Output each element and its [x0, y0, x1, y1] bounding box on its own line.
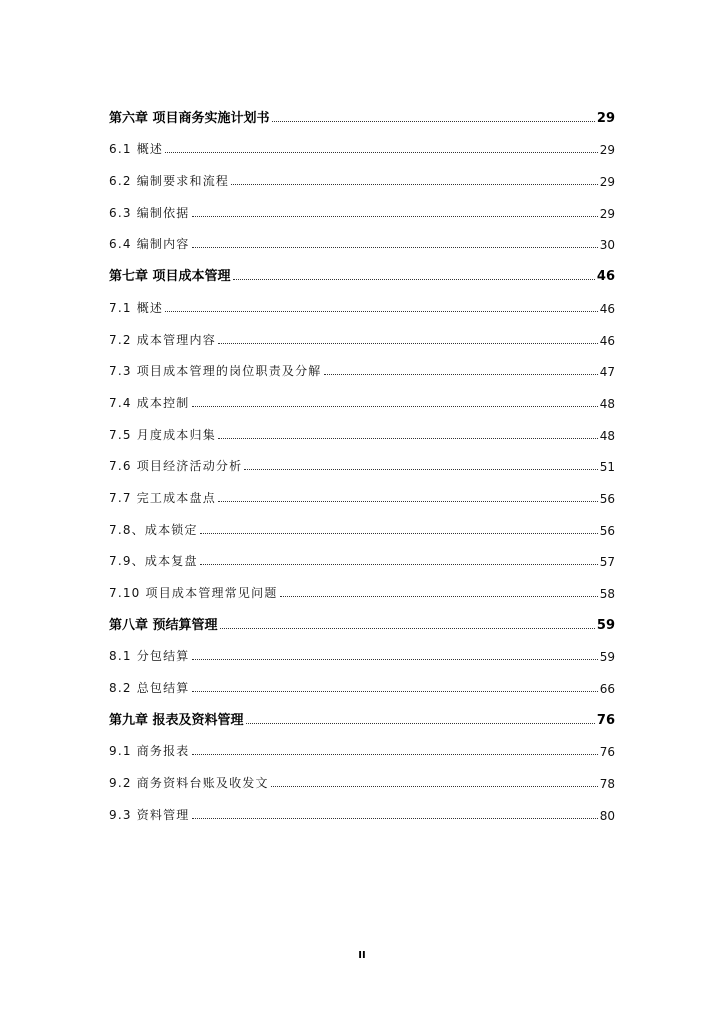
toc-entry-title: 7.5 月度成本归集: [109, 427, 216, 442]
toc-dot-leader: [165, 311, 598, 312]
toc-section-entry[interactable]: [109, 508, 615, 540]
toc-entry-title: 7.8、成本锁定: [109, 522, 198, 537]
toc-dot-leader: [192, 818, 598, 819]
toc-dot-leader: [231, 184, 598, 185]
toc-entry-title: 6.1 概述: [109, 142, 164, 157]
toc-entry-title: 6.2 编制要求和流程: [109, 174, 230, 189]
toc-entry-page-number: 80: [599, 808, 615, 823]
toc-entry-page-number: 48: [599, 396, 615, 411]
toc-entry-page-number: 59: [596, 617, 615, 633]
toc-entry-page-number: 29: [599, 206, 615, 221]
toc-entry-page-number: 76: [596, 712, 615, 728]
toc-entry-title: 第八章 预结算管理: [109, 617, 218, 633]
toc-dot-leader: [192, 406, 598, 407]
toc-dot-leader: [280, 596, 598, 597]
toc-entry-title: 6.4 编制内容: [109, 237, 190, 252]
toc-entry-title: 6.3 编制依据: [109, 205, 190, 220]
toc-section-entry[interactable]: [109, 793, 615, 825]
toc-entry-title: 7.3 项目成本管理的岗位职责及分解: [109, 364, 322, 379]
toc-dot-leader: [192, 247, 598, 248]
toc-section-entry[interactable]: [109, 350, 615, 382]
toc-entry-page-number: 57: [599, 555, 615, 570]
toc-section-entry[interactable]: [109, 318, 615, 350]
toc-dot-leader: [192, 659, 598, 660]
toc-entry-page-number: 47: [599, 365, 615, 380]
toc-dot-leader: [272, 121, 595, 122]
toc-entry-page-number: 56: [599, 523, 615, 538]
toc-section-entry[interactable]: [109, 761, 615, 793]
toc-chapter-entry[interactable]: [109, 96, 615, 128]
toc-dot-leader: [200, 533, 598, 534]
toc-entry-title: 7.9、成本复盘: [109, 554, 198, 569]
toc-entry-title: 9.1 商务报表: [109, 744, 190, 759]
toc-section-entry[interactable]: [109, 666, 615, 698]
toc-entry-page-number: 46: [599, 333, 615, 348]
toc-entry-page-number: 51: [599, 460, 615, 475]
toc-entry-title: 7.1 概述: [109, 300, 164, 315]
toc-dot-leader: [220, 628, 595, 629]
toc-entry-page-number: 76: [599, 745, 615, 760]
toc-dot-leader: [218, 438, 598, 439]
toc-chapter-entry[interactable]: [109, 698, 615, 730]
toc-dot-leader: [192, 754, 598, 755]
toc-entry-title: 8.2 总包结算: [109, 681, 190, 696]
toc-entry-page-number: 46: [596, 269, 615, 285]
toc-entry-title: 第七章 项目成本管理: [109, 269, 231, 285]
toc-entry-page-number: 29: [599, 143, 615, 158]
toc-entry-title: 9.2 商务资料台账及收发文: [109, 776, 269, 791]
toc-section-entry[interactable]: [109, 381, 615, 413]
toc-dot-leader: [271, 786, 598, 787]
toc-entry-page-number: 58: [599, 587, 615, 601]
toc-entry-title: 7.7 完工成本盘点: [109, 490, 216, 505]
toc-dot-leader: [218, 343, 598, 344]
toc-section-entry[interactable]: [109, 191, 615, 223]
toc-section-entry[interactable]: [109, 540, 615, 572]
toc-section-entry[interactable]: [109, 128, 615, 160]
toc-dot-leader: [192, 216, 598, 217]
toc-section-entry[interactable]: [109, 223, 615, 255]
toc-section-entry[interactable]: [109, 286, 615, 318]
toc-entry-page-number: 46: [599, 301, 615, 316]
toc-dot-leader: [324, 374, 598, 375]
toc-section-entry[interactable]: [109, 571, 615, 603]
toc-section-entry[interactable]: [109, 730, 615, 762]
toc-entry-title: 8.1 分包结算: [109, 649, 190, 664]
toc-dot-leader: [200, 564, 598, 565]
toc-entry-page-number: 29: [596, 110, 615, 126]
toc-entry-page-number: 48: [599, 428, 615, 443]
toc-entry-title: 7.6 项目经济活动分析: [109, 459, 243, 474]
toc-dot-leader: [165, 152, 598, 153]
toc-entry-title: 7.2 成本管理内容: [109, 332, 216, 347]
toc-dot-leader: [246, 723, 595, 724]
toc-chapter-entry[interactable]: [109, 603, 615, 635]
toc-section-entry[interactable]: [109, 159, 615, 191]
toc-entry-page-number: 66: [599, 682, 615, 697]
toc-entry-title: 7.4 成本控制: [109, 395, 190, 410]
toc-entry-page-number: 30: [599, 238, 615, 253]
toc-dot-leader: [233, 279, 595, 280]
toc-entry-page-number: 29: [599, 175, 615, 190]
toc-dot-leader: [218, 501, 598, 502]
toc-chapter-entry[interactable]: [109, 254, 615, 286]
toc-entry-page-number: 56: [599, 491, 615, 506]
toc-dot-leader: [244, 469, 597, 470]
toc-entry-title: 第六章 项目商务实施计划书: [109, 110, 270, 126]
toc-section-entry[interactable]: [109, 476, 615, 508]
toc-entry-title: 9.3 资料管理: [109, 807, 190, 822]
toc-entry-page-number: 78: [599, 777, 615, 792]
toc-entry-title: 第九章 报表及资料管理: [109, 712, 244, 728]
toc-section-entry[interactable]: [109, 445, 615, 477]
toc-section-entry[interactable]: [109, 635, 615, 667]
toc-dot-leader: [192, 691, 598, 692]
toc-entry-page-number: 59: [599, 650, 615, 665]
table-of-contents: [109, 96, 615, 825]
toc-entry-title: 7.10 项目成本管理常见问题: [109, 586, 278, 600]
toc-section-entry[interactable]: [109, 413, 615, 445]
page-number: II: [358, 950, 366, 961]
